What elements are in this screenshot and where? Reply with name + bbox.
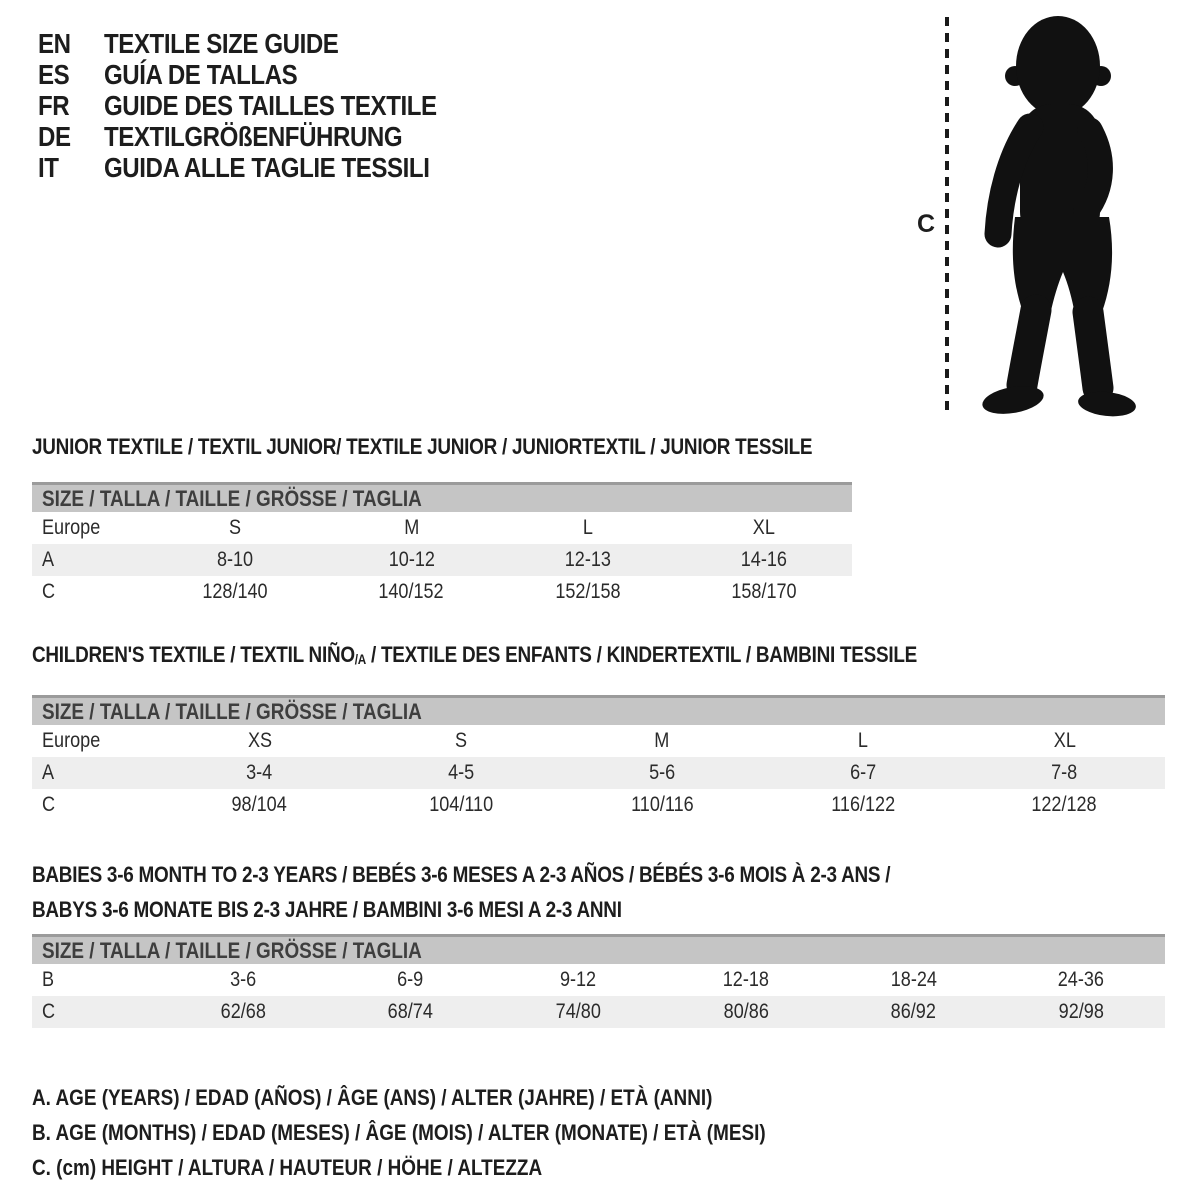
legend-height-cm: C. (cm) HEIGHT / ALTURA / HAUTEUR / HÖHE / ALTEZZA [32,1155,543,1180]
height-value-cell: 86/92 [890,1000,937,1023]
size-column-header: M [403,516,419,539]
height-value-cell: 104/110 [428,793,493,816]
junior-columns-row [32,512,852,544]
height-value-cell: 74/80 [555,1000,601,1023]
junior-size-header-bar: SIZE / TALLA / TAILLE / GRÖSSE / TAGLIA [32,482,852,512]
children-section-title: CHILDREN'S TEXTILE / TEXTIL NIÑO/A / TEXTILE DES ENFANTS / KINDERTEXTIL / BAMBINI TESSILE [32,642,918,667]
row-label-c: C [42,580,56,603]
region-label-cell: Europe [42,516,101,539]
age-value-cell: 10-12 [388,548,435,571]
measure-c-label: C [917,210,936,238]
height-dashed-line [945,17,949,417]
babies-size-header-bar: SIZE / TALLA / TAILLE / GRÖSSE / TAGLIA [32,934,1165,964]
language-code: IT [38,152,59,183]
row-label-a: A [42,548,55,571]
age-months-cell: 3-6 [229,968,256,991]
height-value-cell: 98/104 [231,793,288,816]
height-value-cell: 128/140 [202,580,268,603]
nino-a-subscript: /A [354,652,367,667]
toddler-silhouette-icon [970,12,1155,420]
children-size-header-bar: SIZE / TALLA / TAILLE / GRÖSSE / TAGLIA [32,695,1165,725]
children-age-row [32,757,1165,789]
age-value-cell: 3-4 [246,761,273,784]
guide-title-fr: GUIDE DES TAILLES TEXTILE [104,90,437,121]
region-label-cell: Europe [42,729,101,752]
age-months-cell: 9-12 [560,968,597,991]
height-value-cell: 110/116 [630,793,694,816]
height-value-cell: 152/158 [554,580,621,603]
size-column-header: XL [1053,729,1076,752]
language-code: FR [38,90,70,121]
guide-title-en: TEXTILE SIZE GUIDE [104,28,339,59]
age-value-cell: 14-16 [740,548,787,571]
age-value-cell: 6-7 [850,761,877,784]
row-label-a: A [42,761,55,784]
row-label-b: B [42,968,55,991]
age-months-cell: 24-36 [1058,968,1105,991]
children-size-table [32,695,1165,821]
size-column-header: S [454,729,467,752]
height-value-cell: 68/74 [387,1000,434,1023]
babies-age-months-row [32,964,1165,996]
row-label-c: C [42,1000,56,1023]
height-value-cell: 62/68 [220,1000,266,1023]
junior-height-row [32,576,852,608]
height-measure-figure [885,12,1175,422]
junior-age-row [32,544,852,576]
row-label-c: C [42,793,56,816]
height-value-cell: 140/152 [378,580,445,603]
size-column-header: L [858,729,869,752]
language-code: ES [38,59,70,90]
size-column-header: L [582,516,593,539]
legend-age-years: A. AGE (YEARS) / EDAD (AÑOS) / ÂGE (ANS) / ALTER (JAHRE) / ETÀ (ANNI) [32,1085,713,1110]
age-value-cell: 5-6 [648,761,676,784]
age-value-cell: 8-10 [217,548,254,571]
legend-age-months: B. AGE (MONTHS) / EDAD (MESES) / ÂGE (MOIS) / ALTER (MONATE) / ETÀ (MESI) [32,1120,766,1145]
measure-legend [32,1080,1165,1185]
age-months-cell: 18-24 [890,968,937,991]
guide-title-de: TEXTILGRÖßENFÜHRUNG [104,121,403,152]
height-value-cell: 158/170 [731,580,797,603]
age-value-cell: 4-5 [447,761,474,784]
size-column-header: XS [247,729,272,752]
guide-title-it: GUIDA ALLE TAGLIE TESSILI [104,152,430,183]
language-code: EN [38,28,71,59]
babies-section-title: BABIES 3-6 MONTH TO 2-3 YEARS / BEBÉS 3-6 MESES A 2-3 AÑOS / BÉBÉS 3-6 MOIS À 2-3 ANS / BABYS 3-6 MONATE BIS 2-3 JAHRE / BAMBINI 3-6 MESI A 2-3 ANNI [32,862,891,922]
junior-section-title: JUNIOR TEXTILE / TEXTIL JUNIOR/ TEXTILE JUNIOR / JUNIORTEXTIL / JUNIOR TESSILE [32,434,813,459]
age-value-cell: 12-13 [564,548,611,571]
height-value-cell: 122/128 [1031,793,1098,816]
babies-size-table [32,934,1165,1028]
size-column-header: S [229,516,242,539]
size-column-header: M [654,729,670,752]
children-height-row [32,789,1165,821]
age-value-cell: 7-8 [1051,761,1078,784]
height-value-cell: 92/98 [1058,1000,1104,1023]
age-months-cell: 6-9 [397,968,424,991]
children-columns-row [32,725,1165,757]
guide-title-es: GUÍA DE TALLAS [104,59,298,90]
age-months-cell: 12-18 [722,968,769,991]
babies-height-row [32,996,1165,1028]
height-value-cell: 116/122 [831,793,896,816]
junior-size-table [32,482,1165,608]
height-value-cell: 80/86 [723,1000,769,1023]
size-column-header: XL [752,516,775,539]
language-code: DE [38,121,71,152]
